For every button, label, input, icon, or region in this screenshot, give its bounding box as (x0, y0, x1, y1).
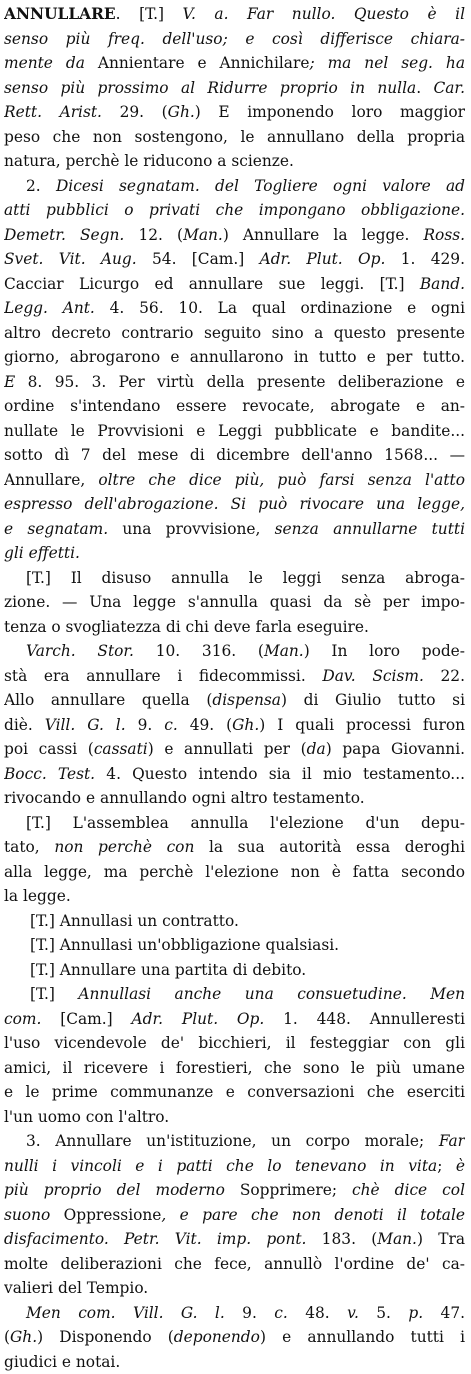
text-segment: Sopprimere; (225, 1181, 352, 1199)
text-segment: ) Annullare la legge. (223, 226, 424, 244)
text-segment: ordine s'intendano essere revocate, abrogate e an- (4, 397, 465, 415)
text-segment: natura, perchè le riducono a scienze. (4, 152, 294, 170)
text-line (4, 51, 465, 76)
text-line (4, 468, 465, 493)
text-segment: 9. (225, 1304, 275, 1322)
text-line (4, 639, 465, 664)
text-segment: peso che non sostengono, le annullano della propria (4, 128, 465, 146)
text-segment: deponendo (174, 1328, 260, 1346)
text-line (4, 125, 465, 150)
text-line (4, 958, 465, 983)
text-segment: Gh. (232, 716, 259, 734)
text-segment: Rett. Arist. (4, 103, 102, 121)
text-segment: 49. ( (178, 716, 232, 734)
text-segment: ) Tra (417, 1230, 465, 1248)
text-segment: 8. 95. 3. Per virtù della presente deliberazione e (15, 373, 465, 391)
text-segment: da (307, 740, 326, 758)
text-segment: l'un uomo con l'altro. (4, 1108, 169, 1126)
text-segment: Demetr. Segn. (4, 226, 124, 244)
text-segment: giudici e notai. (4, 1353, 120, 1371)
text-segment: amici, il ricevere i forestieri, che sono le più umane (4, 1059, 465, 1077)
text-segment: Bocc. Test. (4, 765, 95, 783)
text-segment: 4. Questo intendo sia il mio testamento... (95, 765, 465, 783)
text-segment: 183. ( (306, 1230, 377, 1248)
text-line (4, 1350, 465, 1374)
text-segment: cassati (94, 740, 148, 758)
text-segment: giorno, abrogarono e annullarono in tutto e per tutto. (4, 348, 465, 366)
text-segment: ) Disponendo ( (37, 1328, 174, 1346)
text-segment: ) e annullando tutti i (260, 1328, 465, 1346)
text-segment: Dav. Scism. (322, 667, 423, 685)
text-segment: Man. (264, 642, 304, 660)
text-segment: [T.] Annullare una partita di debito. (30, 961, 306, 979)
text-segment: chè dice col (352, 1181, 465, 1199)
text-segment: ; ma nel seg. ha (309, 54, 465, 72)
text-segment: . [T.] (116, 5, 183, 23)
text-line (4, 1129, 465, 1154)
text-segment: Man. (377, 1230, 417, 1248)
text-segment: Men com. Vill. G. l. (26, 1304, 225, 1322)
text-segment: Gh. (10, 1328, 37, 1346)
text-segment: . (416, 79, 433, 97)
text-segment: 10. 316. ( (134, 642, 264, 660)
text-line (4, 517, 465, 542)
text-segment: 48. (288, 1304, 347, 1322)
text-segment: Svet. Vit. Aug. (4, 250, 137, 268)
text-segment: tenza o svogliatezza di chi deve farla eseguire. (4, 618, 369, 636)
text-line (4, 688, 465, 713)
text-segment: disfacimento. (4, 1230, 109, 1248)
text-segment: 1. 429. (385, 250, 465, 268)
text-line (4, 370, 465, 395)
text-segment: ( (4, 1328, 10, 1346)
text-segment: 1. 448. Annulleresti (264, 1010, 465, 1028)
text-line (4, 296, 465, 321)
text-line (4, 1007, 465, 1032)
text-line (4, 737, 465, 762)
text-segment: ) e annullati per ( (148, 740, 307, 758)
text-segment: suono (4, 1206, 50, 1224)
text-line (4, 1080, 465, 1105)
text-line (4, 1252, 465, 1277)
headword: ANNULLARE (4, 5, 116, 23)
text-segment: 47. (423, 1304, 465, 1322)
text-line (4, 860, 465, 885)
text-line (4, 1056, 465, 1081)
text-line (4, 419, 465, 444)
text-segment: Ross. (423, 226, 465, 244)
text-segment: alla legge, ma perchè l'elezione non è fatta secondo (4, 863, 465, 881)
text-segment: 29. ( (102, 103, 168, 121)
text-segment: Band. (420, 275, 465, 293)
text-segment: espresso dell'abrogazione. Si può rivocare una legge, (4, 495, 465, 513)
dictionary-entry (4, 2, 465, 1197)
text-segment: com. (4, 1010, 41, 1028)
text-segment: Dicesi segnatam. del Togliere ogni valore ad (56, 177, 465, 195)
text-line (4, 1154, 465, 1179)
text-line (4, 664, 465, 689)
text-segment: la sua autorità essa deroghi (194, 838, 465, 856)
text-segment: la legge. (4, 887, 71, 905)
text-segment: stà era annullare i fidecommissi. (4, 667, 322, 685)
text-segment: ) I quali processi furon (259, 716, 465, 734)
text-segment: Allo annullare quella ( (4, 691, 212, 709)
text-line (4, 786, 465, 811)
text-segment: Varch. Stor. (26, 642, 134, 660)
text-segment: valieri del Tempio. (4, 1279, 148, 1297)
text-segment: senso più freq. dell'uso; e così differisce chiara- (4, 30, 465, 48)
text-line (4, 713, 465, 738)
text-line (4, 345, 465, 370)
text-segment: ) papa Giovanni. (326, 740, 465, 758)
text-line (4, 933, 465, 958)
text-segment: nulli i vincoli e i patti che lo tenevano in vita (4, 1157, 437, 1175)
text-line (4, 1203, 465, 1228)
text-segment: altro decreto contrario seguito sino a questo presente (4, 324, 465, 342)
text-segment: gli effetti. (4, 544, 80, 562)
text-segment: l'uso vicendevole de' bicchieri, il festeggiar con gli (4, 1034, 465, 1052)
text-segment: [T.] L'assemblea annulla l'elezione d'un depu- (26, 814, 465, 832)
text-segment: Man. (183, 226, 223, 244)
text-segment: ) In loro pode- (304, 642, 465, 660)
text-segment: , e pare che non denoti il totale (161, 1206, 465, 1224)
text-segment: mente da (4, 54, 98, 72)
text-segment: v. (347, 1304, 359, 1322)
text-segment: Car. (433, 79, 465, 97)
text-segment: Annientare e Annichilare (98, 54, 310, 72)
text-line (4, 615, 465, 640)
text-segment: non perchè con (54, 838, 194, 856)
text-segment: atti pubblici o privati che impongano obbligazione. (4, 201, 465, 219)
text-line (4, 443, 465, 468)
text-line (4, 909, 465, 934)
text-segment: 22. (424, 667, 465, 685)
text-segment (109, 1230, 124, 1248)
text-segment: Adr. Plut. Op. (131, 1010, 264, 1028)
text-line (4, 198, 465, 223)
text-segment: 2. (26, 177, 56, 195)
text-segment: diè. (4, 716, 45, 734)
text-segment: Legg. Ant. (4, 299, 95, 317)
text-line (4, 884, 465, 909)
text-line (4, 1276, 465, 1301)
text-segment: tato, (4, 838, 54, 856)
text-segment: [T.] Annullasi un contratto. (30, 912, 239, 930)
text-segment: sotto dì 7 del mese di dicembre dell'anno 1568... — (4, 446, 465, 464)
text-segment: zione. — Una legge s'annulla quasi da sè per impo- (4, 593, 465, 611)
text-line (4, 247, 465, 272)
text-segment: 4. 56. 10. La qual ordinazione e ogni (95, 299, 465, 317)
text-line (4, 223, 465, 248)
text-segment: 54. [Cam.] (137, 250, 260, 268)
text-segment: e segnatam. (4, 520, 108, 538)
text-line (4, 100, 465, 125)
text-line (4, 76, 465, 101)
text-line (4, 835, 465, 860)
text-segment: Adr. Plut. Op. (260, 250, 386, 268)
text-segment: 9. (126, 716, 165, 734)
text-line (4, 174, 465, 199)
text-line (4, 811, 465, 836)
text-segment: oltre che dice più, può farsi senza l'atto (98, 471, 465, 489)
text-segment: [T.] Il disuso annulla le leggi senza abroga- (26, 569, 465, 587)
text-segment: senza annullarne tutti (275, 520, 465, 538)
text-segment: 3. Annullare un'istituzione, un corpo morale; (26, 1132, 439, 1150)
text-line (4, 762, 465, 787)
text-line (4, 982, 465, 1007)
text-segment: ; (437, 1157, 456, 1175)
text-line (4, 566, 465, 591)
text-line (4, 272, 465, 297)
text-segment: dispensa (212, 691, 281, 709)
text-line (4, 1031, 465, 1056)
text-segment: rivocando e annullando ogni altro testamento. (4, 789, 365, 807)
text-segment: [T.] Annullasi un'obbligazione qualsiasi. (30, 936, 339, 954)
text-segment: Vill. G. l. (45, 716, 126, 734)
text-segment: nullate le Provvisioni e Leggi pubblicate e bandite... (4, 422, 465, 440)
text-line (4, 1227, 465, 1252)
text-segment: ) di Giulio tutto si (281, 691, 465, 709)
text-segment: 5. (359, 1304, 409, 1322)
text-segment: [T.] (30, 985, 78, 1003)
text-line (4, 394, 465, 419)
text-line (4, 1325, 465, 1350)
text-line (4, 541, 465, 566)
text-segment: E (4, 373, 15, 391)
text-segment: è (456, 1157, 465, 1175)
text-segment: Annullasi anche una consuetudine. Men (78, 985, 465, 1003)
text-segment: e le prime communanze e conversazioni che eserciti (4, 1083, 465, 1101)
text-line (4, 1301, 465, 1326)
text-segment: Cacciar Licurgo ed annullare sue leggi. [T.] (4, 275, 420, 293)
text-segment: ) E imponendo loro maggior (195, 103, 465, 121)
text-segment: poi cassi ( (4, 740, 94, 758)
text-segment: molte deliberazioni che fece, annullò l'ordine de' ca- (4, 1255, 465, 1273)
text-segment: più proprio del moderno (4, 1181, 225, 1199)
text-segment: c. (164, 716, 178, 734)
text-line (4, 1105, 465, 1130)
text-segment: 12. ( (124, 226, 183, 244)
text-segment: Gh. (168, 103, 195, 121)
text-segment: Ridurre proprio in nulla (207, 79, 416, 97)
text-segment: Oppressione (50, 1206, 161, 1224)
text-segment: [Cam.] (41, 1010, 131, 1028)
text-segment: Petr. Vit. imp. pont. (124, 1230, 306, 1248)
text-segment: Far (439, 1132, 465, 1150)
text-line (4, 321, 465, 346)
text-segment: senso più prossimo al (4, 79, 207, 97)
text-segment: Annullare, (4, 471, 98, 489)
text-line (4, 149, 465, 174)
text-line (4, 27, 465, 52)
text-line (4, 492, 465, 517)
text-segment: p. (408, 1304, 423, 1322)
text-line (4, 590, 465, 615)
text-line (4, 2, 465, 27)
text-segment: c. (274, 1304, 288, 1322)
text-segment: V. a. Far nullo. Questo è il (183, 5, 465, 23)
text-segment: una provvisione, (108, 520, 275, 538)
